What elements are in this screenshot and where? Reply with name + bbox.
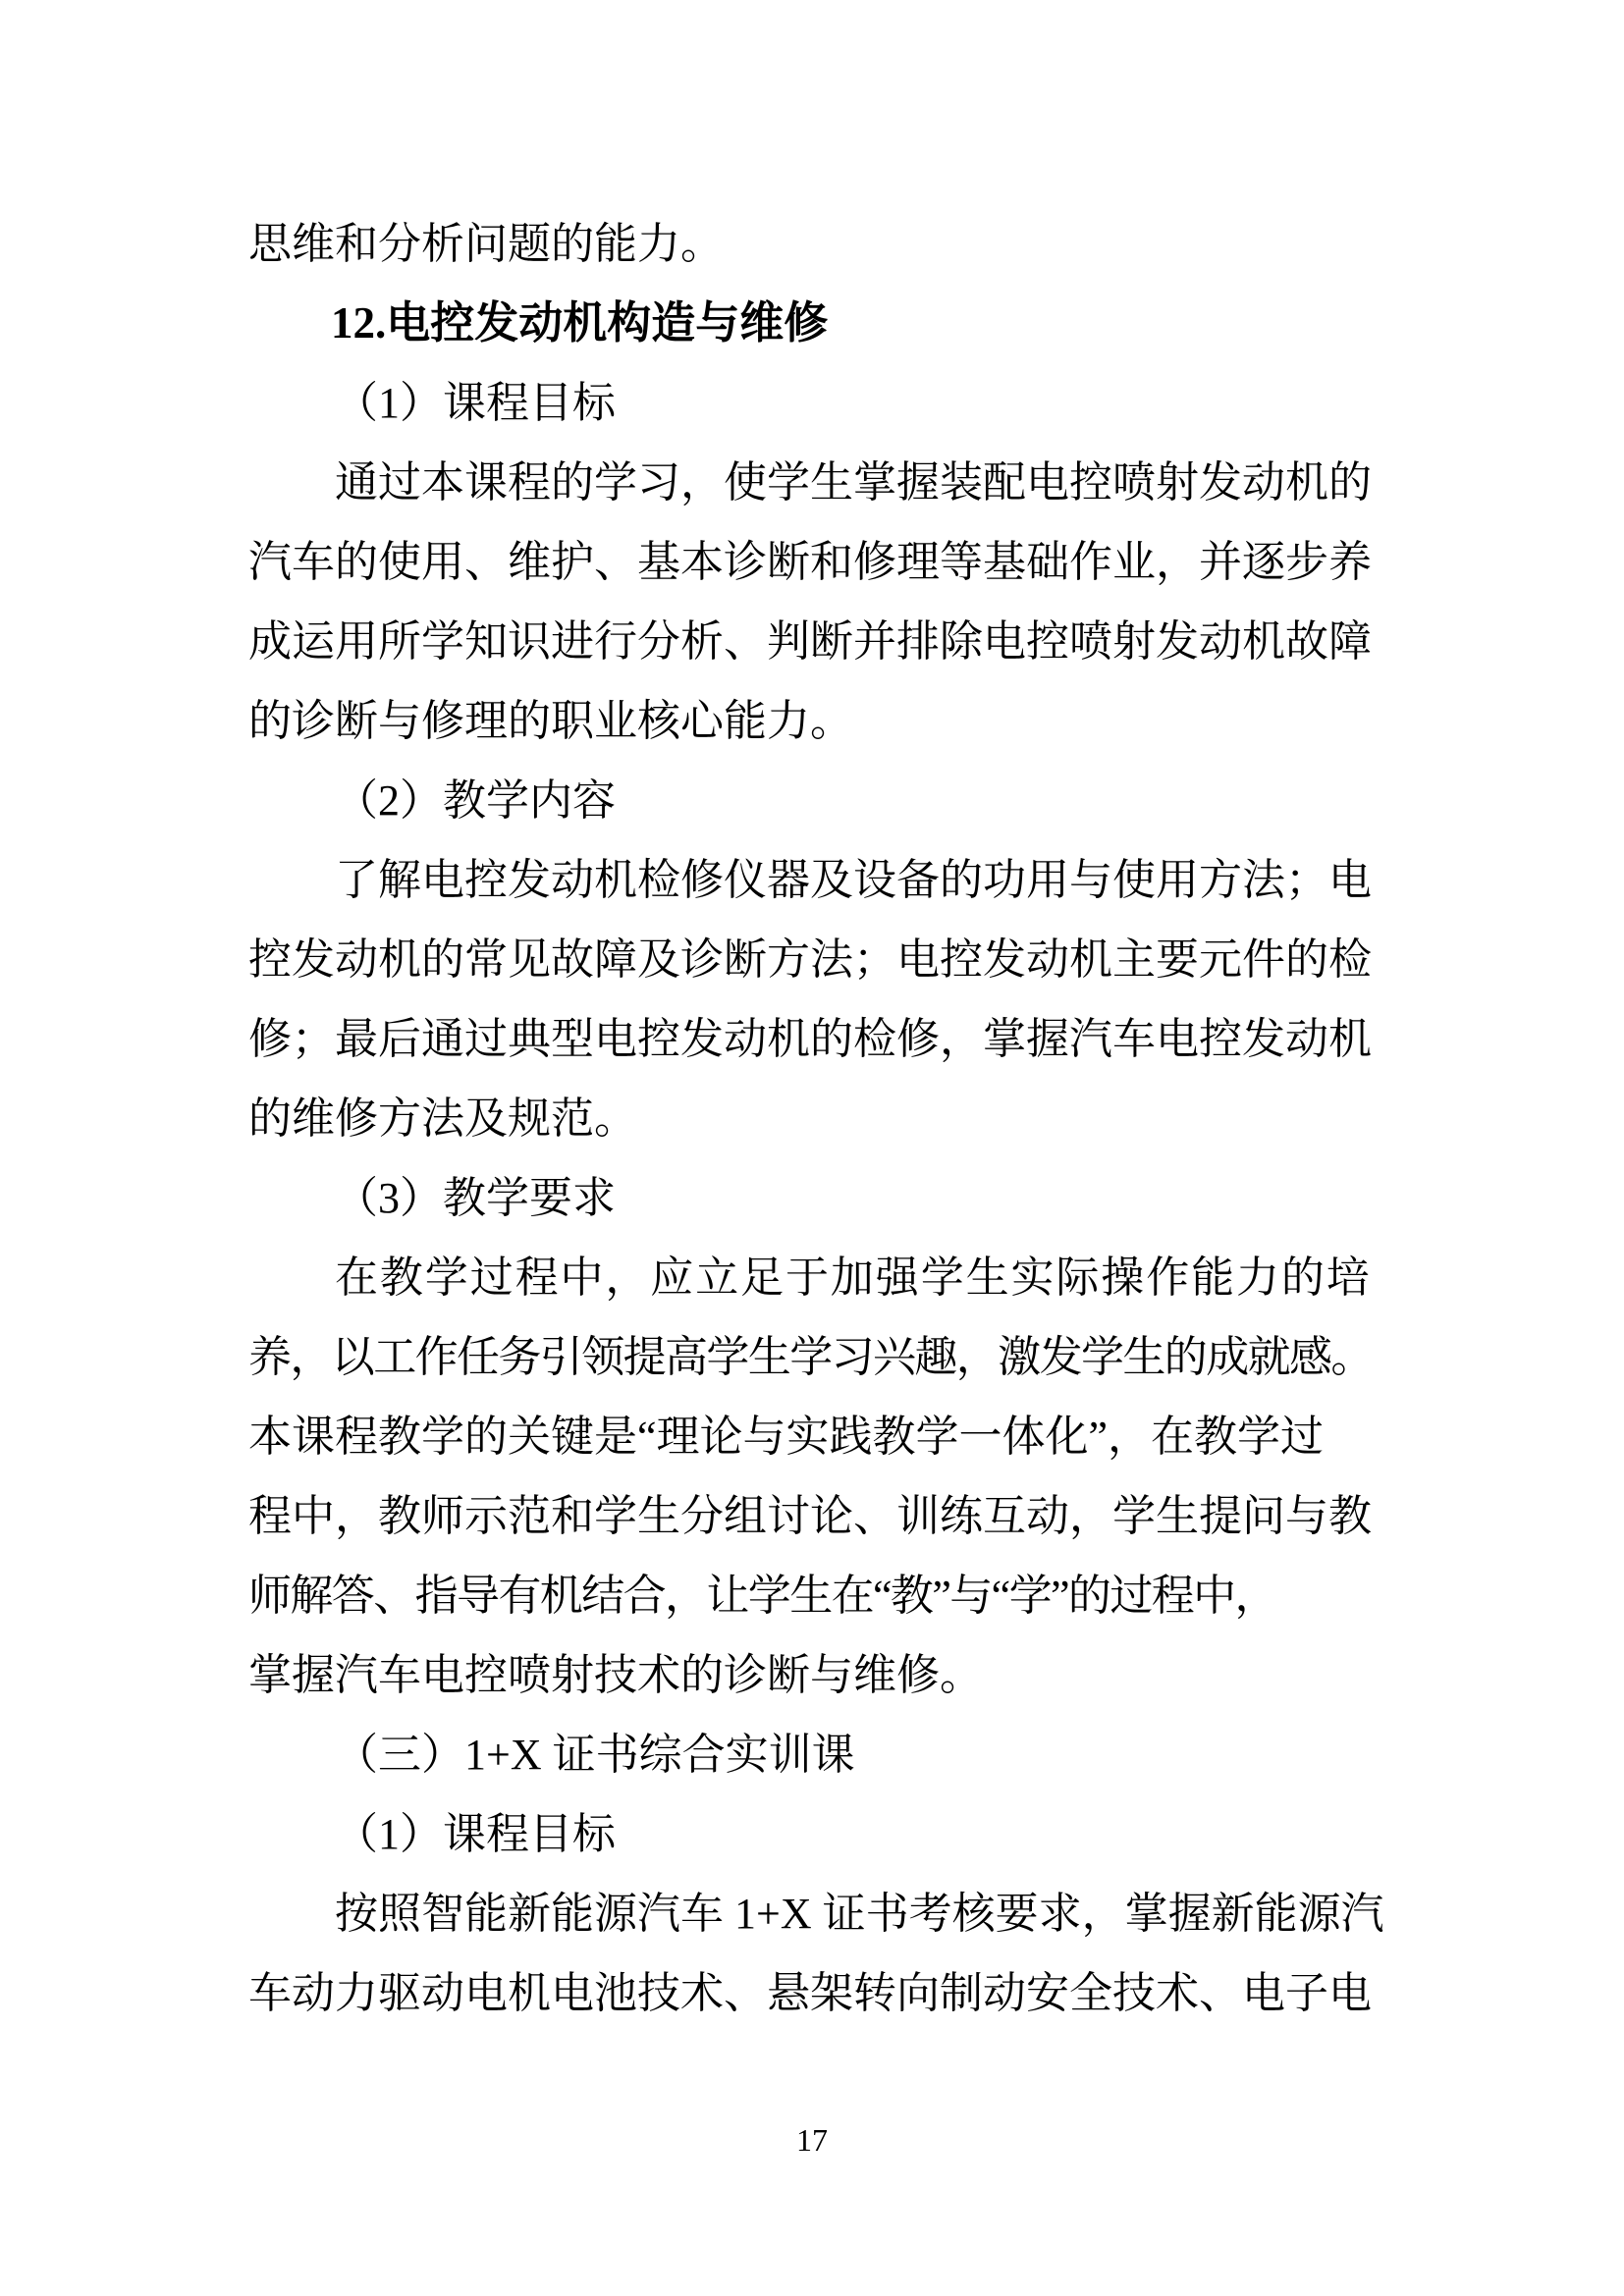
text-line: 养，以工作任务引领提高学生学习兴趣，激发学生的成就感。 [248,1333,1373,1381]
text-line: 思维和分析问题的能力。 [248,220,724,268]
text-line: 汽车的使用、维护、基本诊断和修理等基础作业，并逐步养 [248,538,1372,586]
document-body [248,204,1384,2033]
text-line: 师解答、指导有机结合，让学生在“教”与“学”的过程中， [248,1572,1276,1620]
text-line: 本课程教学的关键是“理论与实践教学一体化”，在教学过 [248,1413,1325,1461]
text-line: 修；最后通过典型电控发动机的检修，掌握汽车电控发动机 [248,1015,1372,1063]
text-line: 程中，教师示范和学生分组讨论、训练互动，学生提问与教 [248,1492,1372,1540]
text-line: 的诊断与修理的职业核心能力。 [248,697,853,745]
text-line: （1）课程目标 [335,1810,616,1858]
text-line: 通过本课程的学习，使学生掌握装配电控喷射发动机的 [335,458,1372,507]
text-line: 车动力驱动电机电池技术、悬架转向制动安全技术、电子电 [248,1969,1372,2017]
text-line: （1）课程目标 [335,379,616,427]
text-line: （3）教学要求 [335,1174,616,1222]
text-line: 按照智能新能源汽车 1+X 证书考核要求，掌握新能源汽 [335,1890,1384,1938]
heading-line: 12.电控发动机构造与维修 [331,298,829,347]
text-line: 在教学过程中，应立足于加强学生实际操作能力的培 [335,1254,1372,1302]
text-line: 控发动机的常见故障及诊断方法；电控发动机主要元件的检 [248,935,1372,984]
text-line: （2）教学内容 [335,776,616,825]
text-line: 掌握汽车电控喷射技术的诊断与维修。 [248,1651,983,1699]
page-number: 17 [796,2122,828,2158]
text-line: 的维修方法及规范。 [248,1095,637,1143]
text-line: 了解电控发动机检修仪器及设备的功用与使用方法；电 [335,856,1372,904]
text-line: 成运用所学知识进行分析、判断并排除电控喷射发动机故障 [248,617,1372,666]
page-footer [0,2120,1624,2160]
text-line: （三）1+X 证书综合实训课 [335,1731,855,1779]
